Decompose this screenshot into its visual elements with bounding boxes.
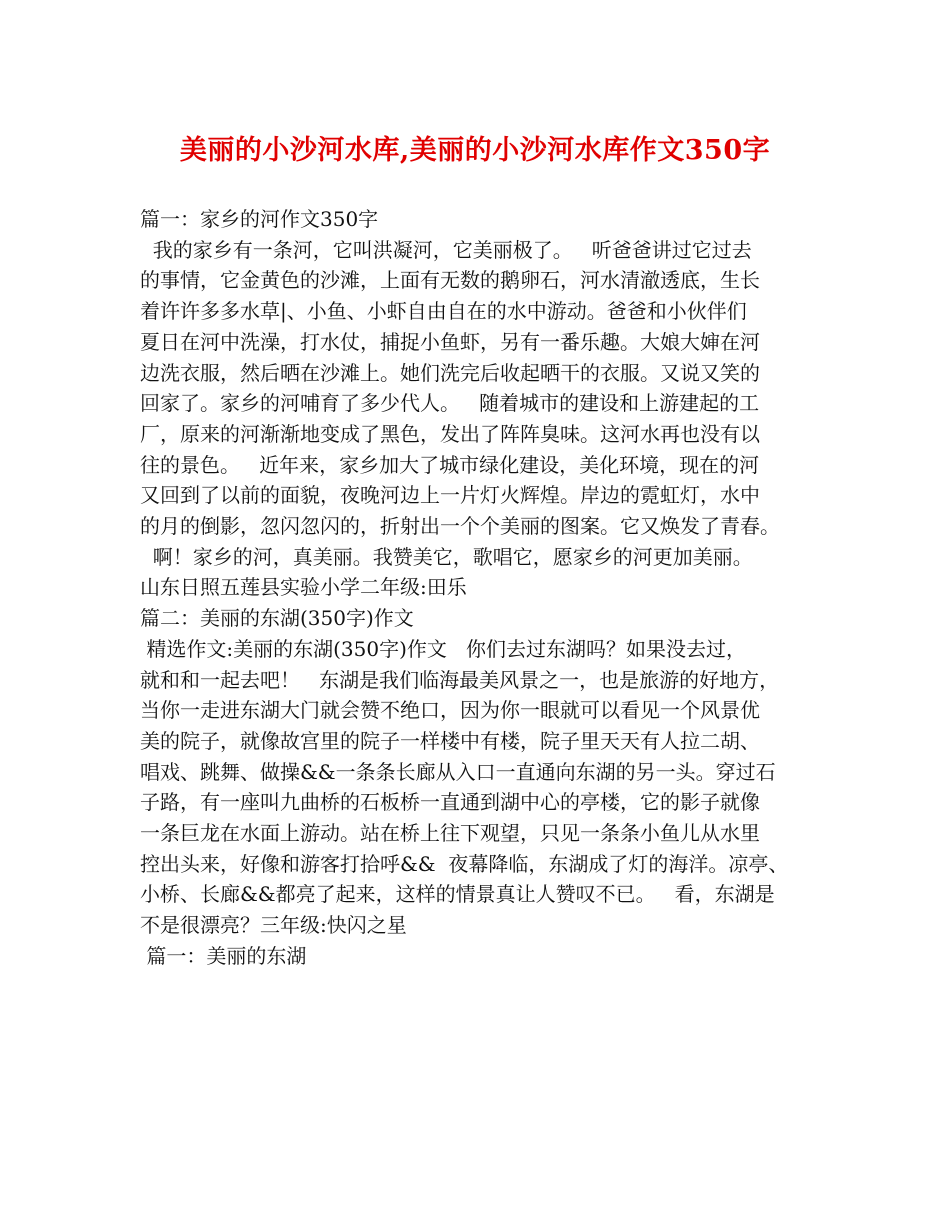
body-text-line: 精选作文:美丽的东湖(350字)作文 你们去过东湖吗？如果没去过，: [140, 636, 746, 661]
body-text-line: 的月的倒影，忽闪忽闪的，折射出一个个美丽的图案。它又焕发了青春。: [140, 514, 780, 538]
body-text-line: 美的院子，就像故宫里的院子一样楼中有楼，院子里天天有人拉二胡、: [140, 728, 760, 753]
body-text-line: 小桥、长廊&&都亮了起来，这样的情景真让人赞叹不已。 看，东湖是: [140, 882, 775, 907]
body-text-line: 就和和一起去吧！ 东湖是我们临海最美风景之一，也是旅游的好地方，: [140, 667, 780, 692]
body-text-line: 回家了。家乡的河哺育了多少代人。 随着城市的建设和上游建起的工: [140, 391, 760, 416]
body-text-line: 厂，原来的河渐渐地变成了黑色，发出了阵阵臭味。这河水再也没有以: [140, 421, 760, 446]
body-text-line: 往的景色。 近年来，家乡加大了城市绿化建设，美化环境，现在的河: [140, 452, 760, 477]
body-text-line: 夏日在河中洗澡，打水仗，捕捉小鱼虾，另有一番乐趣。大娘大婶在河: [140, 329, 760, 354]
body-text-line: 当你一走进东湖大门就会赞不绝口，因为你一眼就可以看见一个风景优: [140, 698, 760, 723]
body-text-line: 篇一：家乡的河作文350字: [140, 207, 379, 231]
body-text-line: 唱戏、跳舞、做操&&一条条长廊从入口一直通向东湖的另一头。穿过石: [140, 759, 776, 784]
document-title: 美丽的小沙河水库,美丽的小沙河水库作文350字: [179, 135, 771, 166]
body-text-line: 山东日照五莲县实验小学二年级:田乐: [140, 575, 467, 600]
body-text-line: 边洗衣服，然后晒在沙滩上。她们洗完后收起晒干的衣服。又说又笑的: [140, 360, 760, 385]
body-text-line: 着许许多多水草|、小鱼、小虾自由自在的水中游动。爸爸和小伙伴们: [140, 299, 747, 324]
body-text-line: 控出头来，好像和游客打拾呼&& 夜幕降临，东湖成了灯的海洋。凉亭、: [140, 851, 789, 876]
body-text-line: 篇一：美丽的东湖: [140, 943, 307, 968]
body-text-line: 篇二：美丽的东湖(350字)作文: [140, 606, 414, 631]
body-text-line: 啊！家乡的河，真美丽。我赞美它，歌唱它，愿家乡的河更加美丽。: [140, 544, 753, 569]
body-text-line: 又回到了以前的面貌，夜晚河边上一片灯火辉煌。岸边的霓虹灯，水中: [140, 483, 760, 508]
body-text-line: 我的家乡有一条河，它叫洪凝河，它美丽极了。 听爸爸讲过它过去: [140, 237, 752, 262]
body-text-line: 的事情，它金黄色的沙滩，上面有无数的鹅卵石，河水清澈透底，生长: [140, 268, 760, 293]
body-text-line: 一条巨龙在水面上游动。站在桥上往下观望，只见一条条小鱼儿从水里: [140, 821, 760, 845]
body-text-line: 不是很漂亮？三年级:快闪之星: [140, 913, 407, 938]
body-text-line: 子路，有一座叫九曲桥的石板桥一直通到湖中心的亭楼，它的影子就像: [140, 790, 760, 815]
